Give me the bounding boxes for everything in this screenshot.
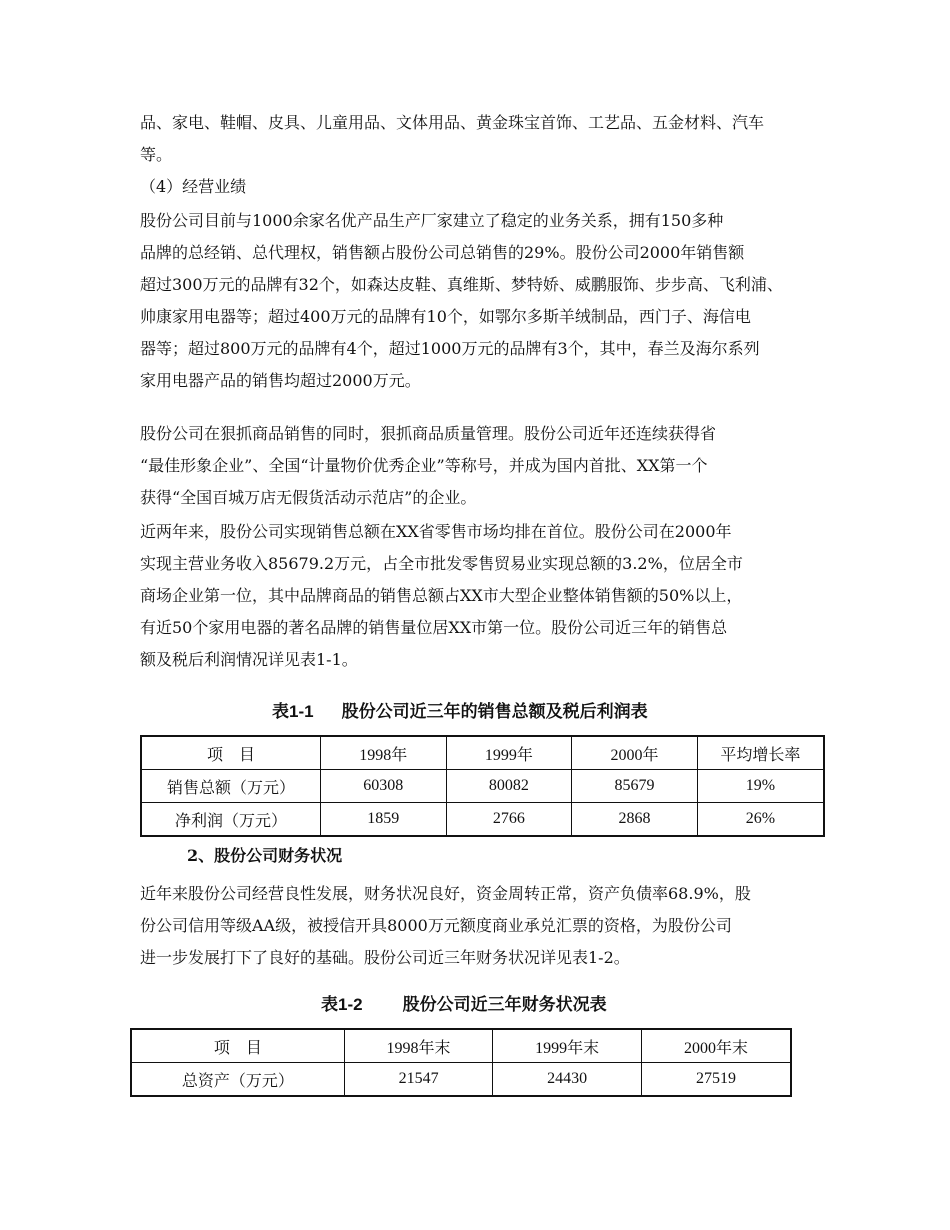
table-header-row — [131, 1029, 791, 1063]
text-line: “最佳形象企业”、全国“计量物价优秀企业”等称号，并成为国内首批、XX第一个 — [140, 456, 708, 475]
table-header-cell: 项 目 — [141, 736, 320, 770]
table-cell: 净利润（万元） — [141, 803, 320, 837]
text-line: 份公司信用等级AA级，被授信开具8000万元额度商业承兑汇票的资格，为股份公司 — [140, 916, 732, 935]
table-row — [141, 803, 824, 837]
table-header-cell: 项 目 — [131, 1029, 344, 1063]
text-line: 近年来股份公司经营良性发展，财务状况良好，资金周转正常，资产负债率68.9%，股 — [140, 884, 751, 903]
table-header-row — [141, 736, 824, 770]
table-cell: 2868 — [572, 803, 698, 837]
text-line: 股份公司在狠抓商品销售的同时，狠抓商品质量管理。股份公司近年还连续获得省 — [140, 424, 717, 443]
table-cell: 1859 — [320, 803, 446, 837]
table1-caption-number: 表1-1 — [272, 702, 314, 721]
table2-caption — [321, 994, 607, 1016]
text-line: 超过300万元的品牌有32个，如森达皮鞋、真维斯、梦特娇、威鹏服饰、步步高、飞利浦、 — [140, 275, 783, 294]
text-line: 额及税后利润情况详见表1-1。 — [140, 650, 358, 669]
heading-business-results: （4）经营业绩 — [140, 177, 247, 196]
table2-caption-number: 表1-2 — [321, 995, 363, 1014]
text-line: 家用电器产品的销售均超过2000万元。 — [140, 371, 421, 390]
sales-profit-table — [140, 735, 825, 837]
table2-caption-title: 股份公司近三年财务状况表 — [402, 995, 607, 1014]
table-header-cell: 1999年 — [446, 736, 572, 770]
text-line: 等。 — [140, 145, 173, 164]
table1-caption-title: 股份公司近三年的销售总额及税后利润表 — [341, 702, 648, 721]
text-line: 商场企业第一位，其中品牌商品的销售总额占XX市大型企业整体销售额的50%以上， — [140, 586, 743, 605]
table-cell: 27519 — [641, 1063, 791, 1097]
table-cell: 销售总额（万元） — [141, 770, 320, 803]
table-row — [141, 770, 824, 803]
paragraph-quality-management — [140, 418, 820, 514]
text-line: 获得“全国百城万店无假货活动示范店”的企业。 — [140, 488, 477, 507]
text-line: 器等；超过800万元的品牌有4个，超过1000万元的品牌有3个，其中，春兰及海尔系列 — [140, 339, 760, 358]
table-header-cell: 1998年末 — [344, 1029, 493, 1063]
text-line: 股份公司目前与1000余家名优产品生产厂家建立了稳定的业务关系，拥有150多种 — [140, 211, 724, 230]
table-cell: 26% — [697, 803, 824, 837]
table-header-cell: 2000年末 — [641, 1029, 791, 1063]
table-cell: 总资产（万元） — [131, 1063, 344, 1097]
text-line: 有近50个家用电器的著名品牌的销售量位居XX市第一位。股份公司近三年的销售总 — [140, 618, 728, 637]
text-line: 品、家电、鞋帽、皮具、儿童用品、文体用品、黄金珠宝首饰、工艺品、五金材料、汽车 — [140, 113, 765, 132]
table-header-cell: 平均增长率 — [697, 736, 824, 770]
table-cell: 21547 — [344, 1063, 493, 1097]
table-row — [131, 1063, 791, 1097]
financial-status-table — [130, 1028, 792, 1097]
text-line: 近两年来，股份公司实现销售总额在XX省零售市场均排在首位。股份公司在2000年 — [140, 522, 732, 541]
text-line: 实现主营业务收入85679.2万元，占全市批发零售贸易业实现总额的3.2%，位居全市 — [140, 554, 743, 573]
table-header-cell: 1998年 — [320, 736, 446, 770]
paragraph-financial-status — [140, 878, 820, 974]
text-line: 进一步发展打下了良好的基础。股份公司近三年财务状况详见表1-2。 — [140, 948, 630, 967]
table-header-cell: 2000年 — [572, 736, 698, 770]
text-line: 品牌的总经销、总代理权，销售额占股份公司总销售的29%。股份公司2000年销售额 — [140, 243, 745, 262]
table-cell: 85679 — [572, 770, 698, 803]
table-cell: 19% — [697, 770, 824, 803]
table-cell: 2766 — [446, 803, 572, 837]
table-cell: 60308 — [320, 770, 446, 803]
table-header-cell: 1999年末 — [493, 1029, 642, 1063]
paragraph-brand-relations — [140, 205, 820, 397]
paragraph-product-categories — [140, 107, 820, 171]
heading-financial-status: 2、股份公司财务状况 — [187, 846, 343, 865]
paragraph-sales-ranking — [140, 516, 820, 676]
text-line: 帅康家用电器等；超过400万元的品牌有10个，如鄂尔多斯羊绒制品，西门子、海信电 — [140, 307, 751, 326]
table-cell: 24430 — [493, 1063, 642, 1097]
table-cell: 80082 — [446, 770, 572, 803]
table1-caption — [272, 701, 648, 723]
